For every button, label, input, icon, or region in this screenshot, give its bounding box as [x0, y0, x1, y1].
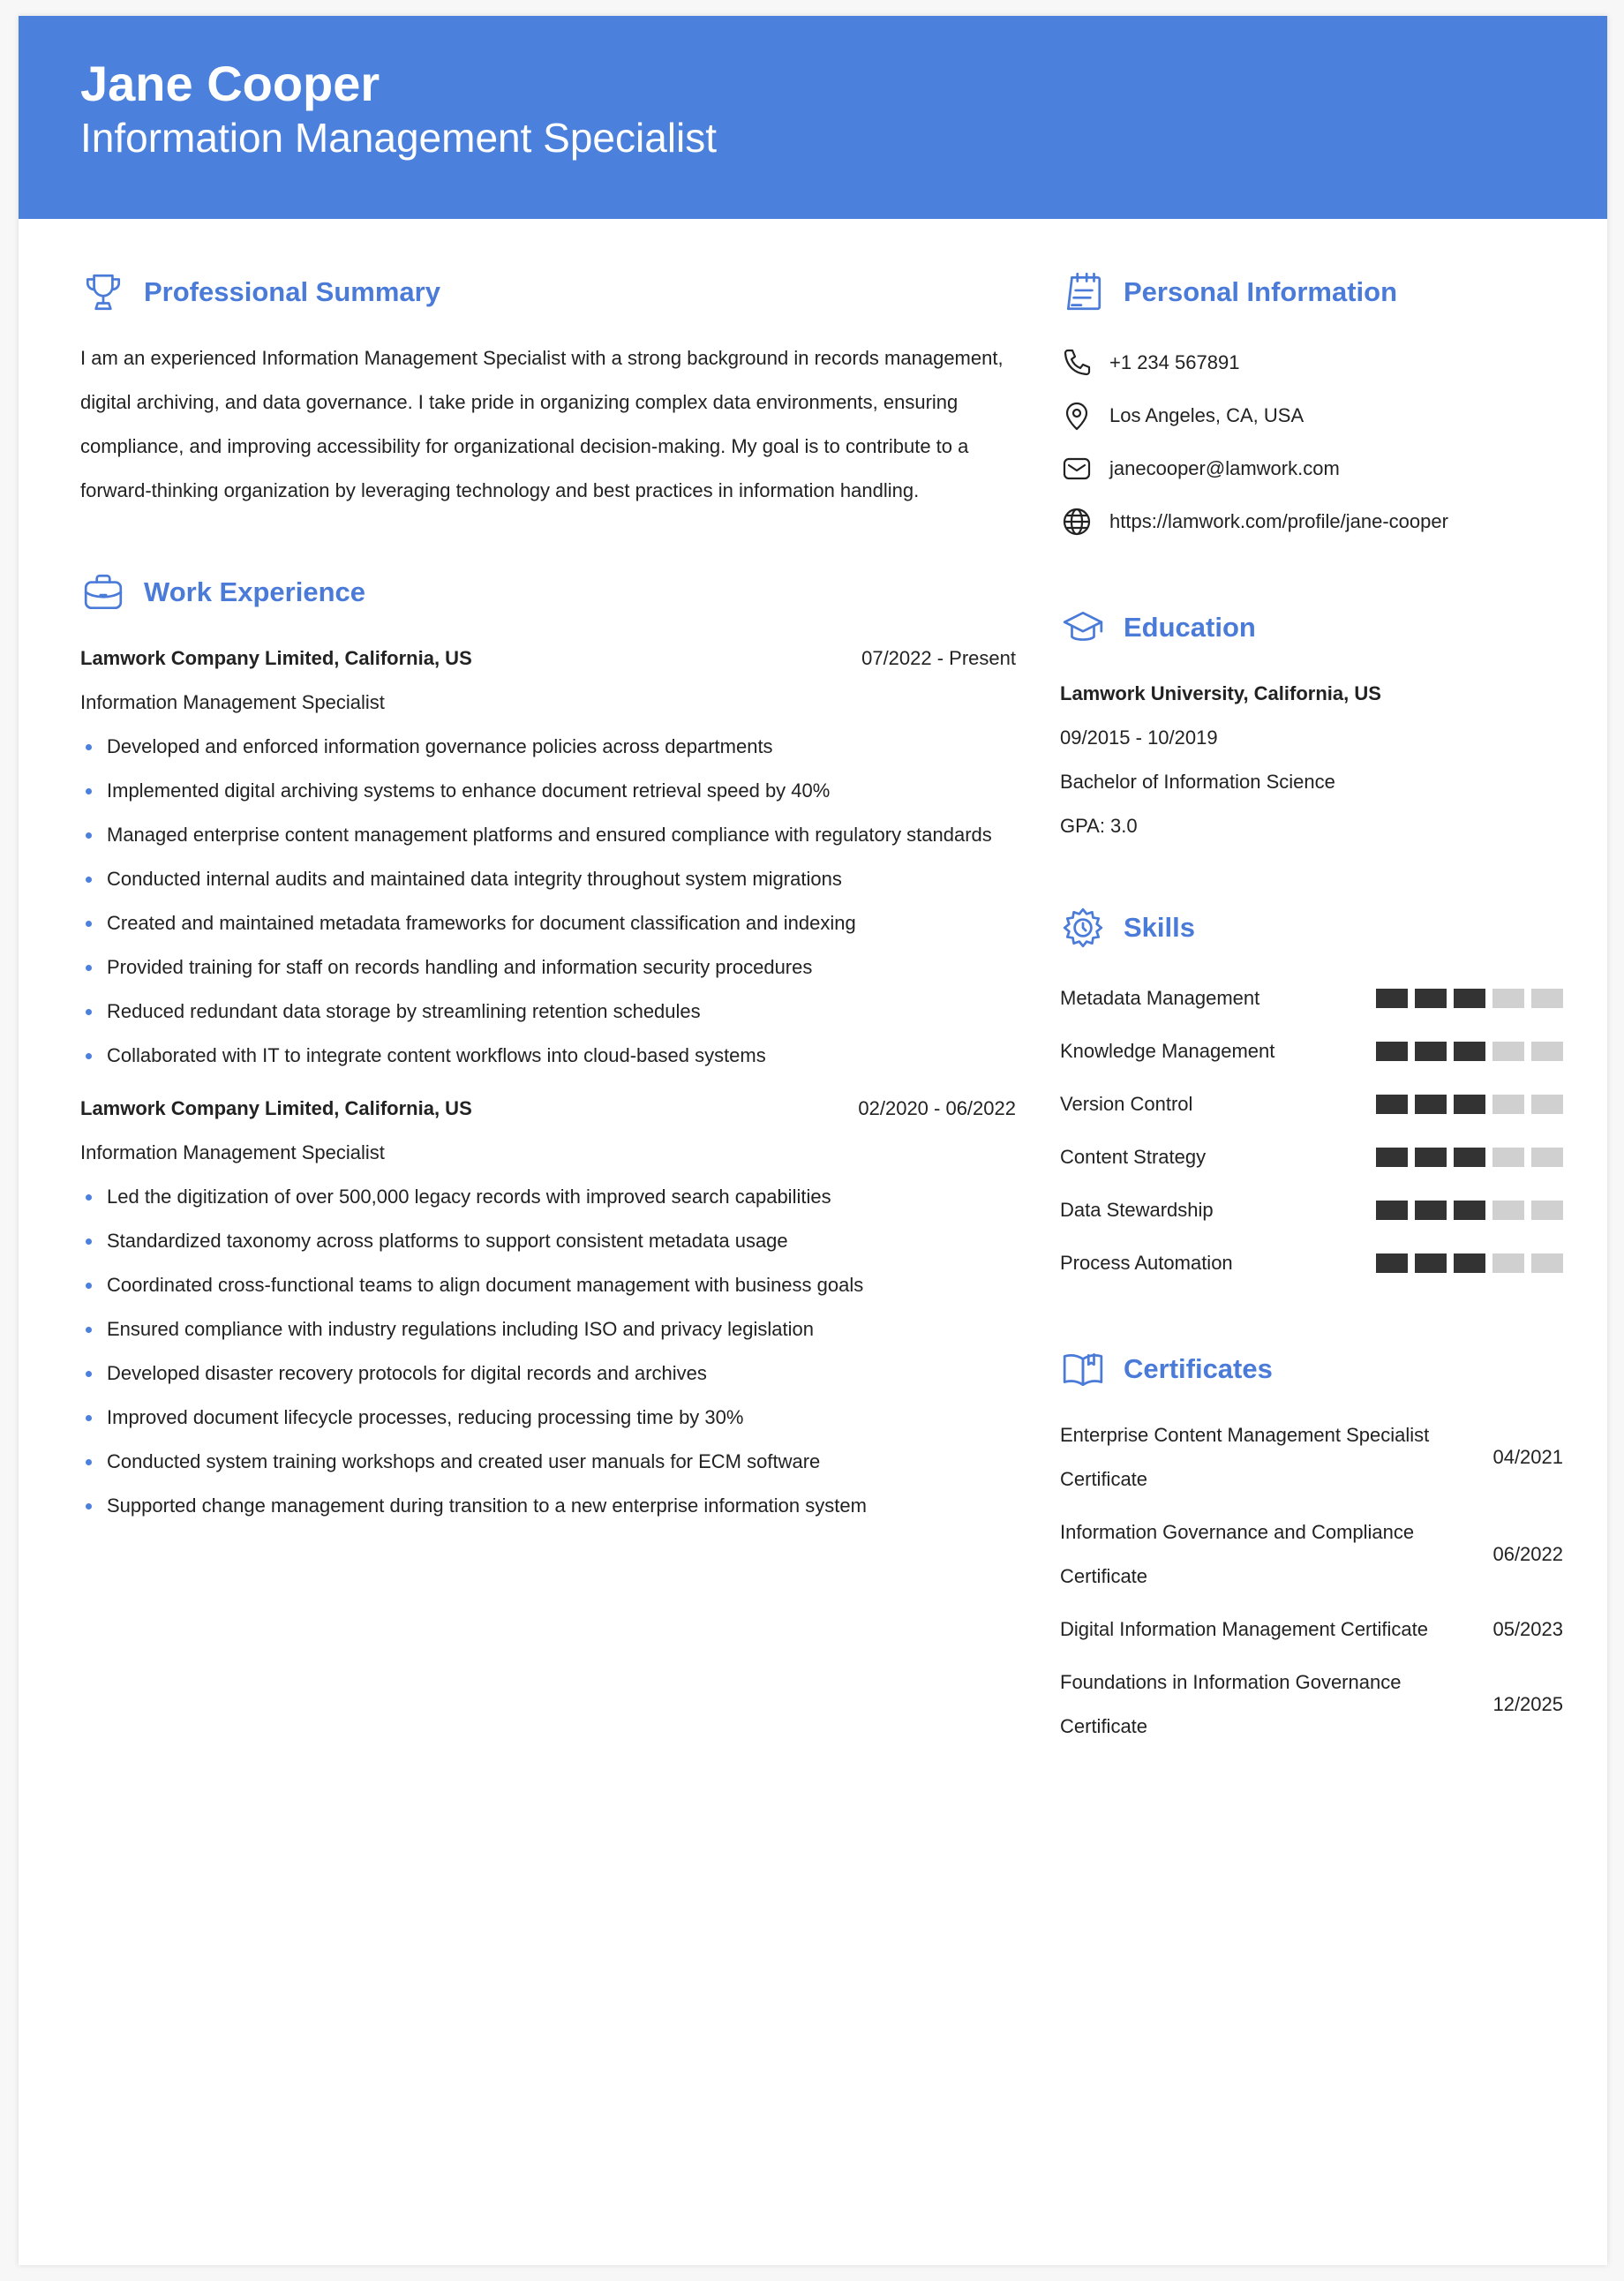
job-bullet: Ensured compliance with industry regulations including ISO and privacy legislation — [80, 1307, 1016, 1351]
skill-level-segment — [1531, 1253, 1563, 1273]
job-role: Information Management Specialist — [80, 1141, 385, 1163]
education-section — [1060, 601, 1563, 848]
job-bullet: Collaborated with IT to integrate content workflows into cloud-based systems — [80, 1034, 1016, 1078]
phone-icon — [1060, 346, 1094, 380]
location-value: Los Angeles, CA, USA — [1109, 404, 1304, 426]
skills-list — [1060, 972, 1563, 1290]
graduation-cap-icon — [1060, 605, 1106, 651]
skill-row — [1060, 1078, 1563, 1131]
skill-name: Process Automation — [1060, 1252, 1233, 1274]
personal-heading: Personal Information — [1124, 276, 1398, 307]
skill-level-segment — [1531, 1148, 1563, 1167]
gear-icon — [1060, 905, 1106, 951]
personal-heading-row — [1060, 266, 1563, 319]
certificate-date: 05/2023 — [1492, 1618, 1563, 1640]
book-icon — [1060, 1346, 1106, 1392]
skill-level-segment — [1492, 1253, 1524, 1273]
summary-text: I am an experienced Information Management Specialist with a strong background in records management, digital archiving, and data governance. I take pride in organizing complex data environments, ensuring compliance, and improving accessibility for organizational decision-making. My goal is to contribute to a forward-thinking organization by leveraging technology and best practices in information handling. — [80, 347, 1004, 501]
skill-level-segment — [1415, 1148, 1447, 1167]
email-row — [1060, 442, 1563, 495]
job-dates: 07/2022 - Present — [861, 647, 1016, 669]
job-bullet: Developed and enforced information governance policies across departments — [80, 725, 1016, 769]
certificate-date: 12/2025 — [1492, 1693, 1563, 1715]
resume-page — [19, 16, 1607, 2265]
skill-name: Metadata Management — [1060, 987, 1260, 1009]
location-row — [1060, 389, 1563, 442]
certificate-date: 06/2022 — [1492, 1543, 1563, 1565]
skill-row — [1060, 1025, 1563, 1078]
job-company: Lamwork Company Limited, California, US — [80, 647, 472, 669]
skill-level-bars — [1376, 1201, 1563, 1220]
email-value[interactable]: janecooper@lamwork.com — [1109, 457, 1340, 479]
skill-level-segment — [1492, 1201, 1524, 1220]
phone-value: +1 234 567891 — [1109, 351, 1240, 373]
skill-level-segment — [1492, 1148, 1524, 1167]
certificate-name: Information Governance and Compliance Certificate — [1060, 1521, 1415, 1587]
skill-level-segment — [1415, 1253, 1447, 1273]
job-bullets — [80, 725, 1016, 1078]
trophy-icon — [80, 269, 126, 315]
job-bullet: Supported change management during transition to a new enterprise information system — [80, 1484, 1016, 1528]
certificates-heading: Certificates — [1124, 1353, 1273, 1384]
education-heading: Education — [1124, 612, 1256, 643]
job-bullets — [80, 1175, 1016, 1528]
job-bullet: Developed disaster recovery protocols for digital records and archives — [80, 1351, 1016, 1396]
skill-level-segment — [1415, 1042, 1447, 1061]
experience-section — [80, 566, 1016, 1528]
skill-level-segment — [1376, 989, 1408, 1008]
certificate-item — [1060, 1510, 1563, 1599]
skills-heading: Skills — [1124, 912, 1195, 943]
experience-heading-row — [80, 566, 1016, 619]
skill-level-segment — [1376, 1095, 1408, 1114]
skill-name: Content Strategy — [1060, 1146, 1207, 1168]
skill-level-bars — [1376, 1042, 1563, 1061]
skill-level-segment — [1492, 1095, 1524, 1114]
skills-heading-row — [1060, 901, 1563, 954]
job-bullet: Managed enterprise content management platforms and ensured compliance with regulatory standards — [80, 813, 1016, 857]
skill-name: Knowledge Management — [1060, 1040, 1275, 1062]
skill-row — [1060, 1237, 1563, 1290]
skill-row — [1060, 1184, 1563, 1237]
education-dates: 09/2015 - 10/2019 — [1060, 726, 1218, 749]
skill-level-segment — [1492, 1042, 1524, 1061]
job-bullet: Implemented digital archiving systems to enhance document retrieval speed by 40% — [80, 769, 1016, 813]
certificates-heading-row — [1060, 1343, 1563, 1396]
job-header — [80, 1087, 1016, 1131]
skill-level-segment — [1454, 1042, 1485, 1061]
job-bullet: Standardized taxonomy across platforms to support consistent metadata usage — [80, 1219, 1016, 1263]
phone-row — [1060, 336, 1563, 389]
summary-heading-row — [80, 266, 1016, 319]
skill-level-segment — [1376, 1148, 1408, 1167]
skill-level-segment — [1454, 1095, 1485, 1114]
email-icon — [1060, 452, 1094, 486]
job-role: Information Management Specialist — [80, 691, 385, 713]
job-dates: 02/2020 - 06/2022 — [858, 1097, 1016, 1119]
certificate-item — [1060, 1607, 1563, 1652]
education-degree: Bachelor of Information Science — [1060, 771, 1335, 793]
job-bullet: Conducted internal audits and maintained data integrity throughout system migrations — [80, 857, 1016, 901]
education-school: Lamwork University, California, US — [1060, 682, 1381, 704]
candidate-title: Information Management Specialist — [80, 115, 718, 162]
skill-level-segment — [1415, 1201, 1447, 1220]
location-pin-icon — [1060, 399, 1094, 433]
certificate-item — [1060, 1660, 1563, 1749]
skill-level-segment — [1415, 989, 1447, 1008]
job-bullet: Led the digitization of over 500,000 legacy records with improved search capabilities — [80, 1175, 1016, 1219]
job-company: Lamwork Company Limited, California, US — [80, 1097, 472, 1119]
summary-section — [80, 266, 1016, 513]
certificate-name: Digital Information Management Certificate — [1060, 1618, 1428, 1640]
skill-level-segment — [1531, 1201, 1563, 1220]
skill-level-segment — [1415, 1095, 1447, 1114]
personal-section — [1060, 266, 1563, 548]
certificate-name: Foundations in Information Governance Certificate — [1060, 1671, 1402, 1737]
skill-level-segment — [1376, 1042, 1408, 1061]
job-bullet: Created and maintained metadata frameworks for document classification and indexing — [80, 901, 1016, 945]
skill-level-bars — [1376, 989, 1563, 1008]
skill-name: Version Control — [1060, 1093, 1193, 1115]
skill-name: Data Stewardship — [1060, 1199, 1214, 1221]
skill-level-segment — [1454, 1253, 1485, 1273]
summary-heading: Professional Summary — [144, 276, 440, 307]
experience-heading: Work Experience — [144, 576, 365, 607]
briefcase-icon — [80, 569, 126, 615]
skill-level-segment — [1531, 1042, 1563, 1061]
job-header — [80, 636, 1016, 681]
job-bullet: Reduced redundant data storage by streamlining retention schedules — [80, 990, 1016, 1034]
skill-level-segment — [1531, 989, 1563, 1008]
skill-level-segment — [1454, 1201, 1485, 1220]
calendar-note-icon — [1060, 269, 1106, 315]
skill-level-segment — [1454, 989, 1485, 1008]
skill-level-bars — [1376, 1148, 1563, 1167]
certificate-date: 04/2021 — [1492, 1446, 1563, 1468]
certificate-item — [1060, 1413, 1563, 1502]
job-entry — [80, 636, 1016, 1078]
job-entry — [80, 1087, 1016, 1528]
skill-level-bars — [1376, 1253, 1563, 1273]
skill-level-segment — [1454, 1148, 1485, 1167]
job-bullet: Conducted system training workshops and created user manuals for ECM software — [80, 1440, 1016, 1484]
right-column — [1060, 266, 1563, 1802]
education-gpa: GPA: 3.0 — [1060, 815, 1138, 837]
skill-level-segment — [1492, 989, 1524, 1008]
skill-row — [1060, 1131, 1563, 1184]
candidate-name: Jane Cooper — [80, 56, 380, 111]
job-bullet: Coordinated cross-functional teams to align document management with business goals — [80, 1263, 1016, 1307]
skill-level-segment — [1376, 1201, 1408, 1220]
globe-icon — [1060, 505, 1094, 538]
certificates-section — [1060, 1343, 1563, 1749]
education-heading-row — [1060, 601, 1563, 654]
skill-level-segment — [1531, 1095, 1563, 1114]
resume-header — [19, 16, 1607, 219]
skill-level-bars — [1376, 1095, 1563, 1114]
skill-level-segment — [1376, 1253, 1408, 1273]
left-column — [80, 266, 1016, 1581]
website-link[interactable]: https://lamwork.com/profile/jane-cooper — [1109, 510, 1448, 532]
job-bullet: Improved document lifecycle processes, reducing processing time by 30% — [80, 1396, 1016, 1440]
job-bullet: Provided training for staff on records handling and information security procedures — [80, 945, 1016, 990]
certificate-name: Enterprise Content Management Specialist Certificate — [1060, 1424, 1430, 1490]
skills-section — [1060, 901, 1563, 1290]
website-row — [1060, 495, 1563, 548]
skill-row — [1060, 972, 1563, 1025]
